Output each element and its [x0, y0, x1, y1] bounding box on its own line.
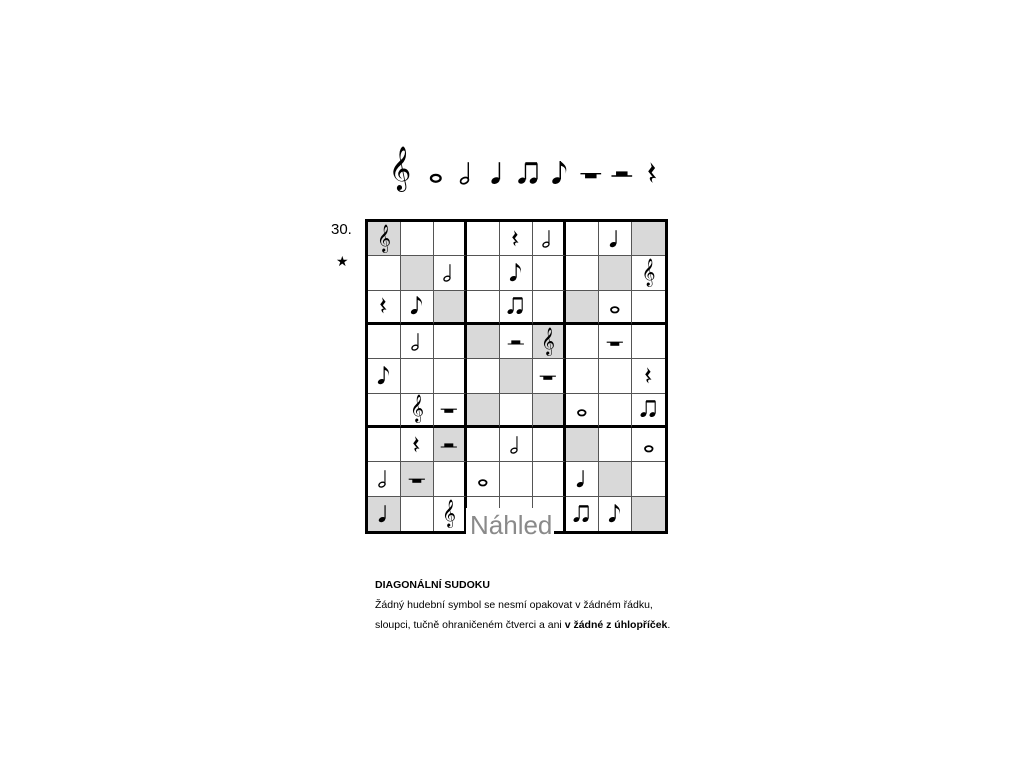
instructions-line-2: [375, 615, 695, 635]
eighth-pair-icon: [571, 498, 593, 530]
sudoku-cell[interactable]: [566, 325, 599, 359]
sudoku-cell[interactable]: [368, 394, 401, 428]
whole-note-icon: [604, 290, 626, 322]
sudoku-cell[interactable]: [434, 462, 467, 496]
sudoku-cell[interactable]: [533, 325, 566, 359]
sudoku-cell[interactable]: [467, 222, 500, 256]
sudoku-cell[interactable]: [368, 325, 401, 359]
quarter-rest-icon: [406, 429, 428, 461]
sudoku-cell[interactable]: [401, 428, 434, 462]
sudoku-cell[interactable]: [632, 497, 665, 531]
sudoku-cell[interactable]: [368, 359, 401, 393]
whole-rest-icon: [604, 326, 626, 358]
half-rest-icon: [505, 326, 527, 358]
eighth-note-icon: [406, 290, 428, 322]
sudoku-cell[interactable]: [368, 428, 401, 462]
sudoku-cell[interactable]: [401, 394, 434, 428]
sudoku-cell[interactable]: [533, 428, 566, 462]
quarter-rest-icon: [505, 223, 527, 255]
treble-clef-icon: 𝄞: [377, 223, 391, 252]
instructions-line-2-text: sloupci, tučně ohraničeném čtverci a ani: [375, 619, 565, 631]
treble-clef-icon: 𝄞: [410, 394, 424, 423]
sudoku-cell[interactable]: [533, 291, 566, 325]
sudoku-cell[interactable]: [566, 462, 599, 496]
sudoku-cell[interactable]: [467, 359, 500, 393]
eighth-note-icon: [604, 498, 626, 530]
sudoku-cell[interactable]: [500, 359, 533, 393]
sudoku-cell[interactable]: [566, 256, 599, 290]
sudoku-cell[interactable]: [632, 394, 665, 428]
half-note-icon: [373, 463, 395, 495]
sudoku-cell[interactable]: [599, 359, 632, 393]
sudoku-cell[interactable]: [566, 359, 599, 393]
whole-note-icon: [571, 393, 593, 425]
half-rest-icon: [606, 135, 637, 187]
sudoku-cell[interactable]: [500, 462, 533, 496]
quarter-note-icon: [482, 135, 513, 187]
half-note-icon: [406, 326, 428, 358]
sudoku-cell[interactable]: [467, 291, 500, 325]
half-note-icon: [438, 257, 460, 289]
sudoku-cell[interactable]: [599, 291, 632, 325]
whole-rest-icon: [537, 360, 559, 392]
whole-rest-icon: [575, 135, 606, 187]
sudoku-cell[interactable]: [632, 462, 665, 496]
treble-clef-icon: 𝄞: [541, 326, 555, 355]
sudoku-cell[interactable]: [632, 359, 665, 393]
sudoku-cell[interactable]: [533, 394, 566, 428]
sudoku-cell[interactable]: [434, 394, 467, 428]
sudoku-cell[interactable]: [566, 497, 599, 531]
sudoku-grid: [365, 219, 668, 534]
quarter-rest-icon: [637, 135, 668, 187]
sudoku-cell[interactable]: [500, 394, 533, 428]
sudoku-cell[interactable]: [368, 497, 401, 531]
sudoku-cell[interactable]: [434, 256, 467, 290]
sudoku-cell[interactable]: [599, 222, 632, 256]
quarter-note-icon: [604, 223, 626, 255]
whole-note-icon: [420, 135, 451, 187]
sudoku-cell[interactable]: [434, 325, 467, 359]
sudoku-cell[interactable]: [566, 428, 599, 462]
quarter-rest-icon: [638, 360, 660, 392]
sudoku-cell[interactable]: [434, 222, 467, 256]
sudoku-cell[interactable]: [632, 256, 665, 290]
sudoku-cell[interactable]: [401, 291, 434, 325]
half-note-icon: [505, 429, 527, 461]
half-rest-icon: [438, 429, 460, 461]
sudoku-cell[interactable]: [533, 359, 566, 393]
sudoku-cell[interactable]: [533, 222, 566, 256]
treble-clef-icon: 𝄞: [641, 257, 656, 286]
instructions-line-2-bold: v žádné z úhlopříček: [564, 619, 668, 631]
instructions-title: DIAGONÁLNÍ SUDOKU: [375, 579, 490, 591]
eighth-pair-icon: [513, 135, 544, 187]
sudoku-cell[interactable]: [500, 222, 533, 256]
sudoku-cell[interactable]: [500, 256, 533, 290]
sudoku-cell[interactable]: [467, 428, 500, 462]
whole-note-icon: [638, 429, 660, 461]
sudoku-cell[interactable]: [599, 428, 632, 462]
sudoku-cell[interactable]: [599, 497, 632, 531]
eighth-note-icon: [544, 135, 575, 187]
sudoku-cell[interactable]: [500, 325, 533, 359]
sudoku-cell[interactable]: [632, 291, 665, 325]
sudoku-cell[interactable]: [500, 428, 533, 462]
sudoku-cell[interactable]: [632, 325, 665, 359]
instructions-line-1: Žádný hudební symbol se nesmí opakovat v žádném řádku,: [375, 599, 653, 611]
sudoku-cell[interactable]: [566, 291, 599, 325]
sudoku-cell[interactable]: [467, 325, 500, 359]
symbol-legend: [380, 135, 668, 190]
preview-watermark: Náhled: [466, 508, 554, 545]
instructions-line-2-end: .: [667, 619, 671, 631]
eighth-pair-icon: [638, 393, 660, 425]
treble-clef-icon: 𝄞: [442, 498, 456, 527]
sudoku-cell[interactable]: [401, 325, 434, 359]
eighth-note-icon: [373, 360, 395, 392]
sudoku-cell[interactable]: [434, 428, 467, 462]
sudoku-cell[interactable]: [368, 256, 401, 290]
whole-note-icon: [472, 463, 494, 495]
puzzle-number: 30.: [331, 221, 352, 238]
quarter-note-icon: [373, 498, 395, 530]
sudoku-cell[interactable]: [401, 497, 434, 531]
half-note-icon: [451, 135, 482, 187]
half-note-icon: [537, 223, 559, 255]
instructions: [375, 575, 695, 635]
sudoku-cell[interactable]: [401, 256, 434, 290]
sudoku-cell[interactable]: [434, 291, 467, 325]
eighth-note-icon: [505, 257, 527, 289]
sudoku-cell[interactable]: [401, 359, 434, 393]
sudoku-cell[interactable]: [368, 222, 401, 256]
sudoku-cell[interactable]: [533, 462, 566, 496]
sudoku-cell[interactable]: [467, 256, 500, 290]
sudoku-cell[interactable]: [632, 222, 665, 256]
eighth-pair-icon: [505, 290, 527, 322]
quarter-note-icon: [571, 463, 593, 495]
sudoku-cell[interactable]: [599, 325, 632, 359]
sudoku-cell[interactable]: [632, 428, 665, 462]
sudoku-cell[interactable]: [368, 462, 401, 496]
sudoku-cell[interactable]: [599, 394, 632, 428]
sudoku-cell[interactable]: [566, 394, 599, 428]
sudoku-cell[interactable]: [467, 462, 500, 496]
sudoku-cell[interactable]: [599, 256, 632, 290]
treble-clef-icon: 𝄞: [388, 146, 412, 190]
sudoku-cell[interactable]: [434, 497, 467, 531]
sudoku-cell[interactable]: [467, 394, 500, 428]
sudoku-cell[interactable]: [599, 462, 632, 496]
sudoku-cell[interactable]: [500, 291, 533, 325]
sudoku-cell[interactable]: [434, 359, 467, 393]
sudoku-cell[interactable]: [401, 462, 434, 496]
sudoku-cell[interactable]: [566, 222, 599, 256]
whole-rest-icon: [438, 393, 460, 425]
sudoku-cell[interactable]: [368, 291, 401, 325]
whole-rest-icon: [406, 463, 428, 495]
sudoku-cell[interactable]: [401, 222, 434, 256]
sudoku-cell[interactable]: [533, 256, 566, 290]
difficulty-star-icon: ★: [336, 253, 349, 269]
quarter-rest-icon: [373, 290, 395, 322]
